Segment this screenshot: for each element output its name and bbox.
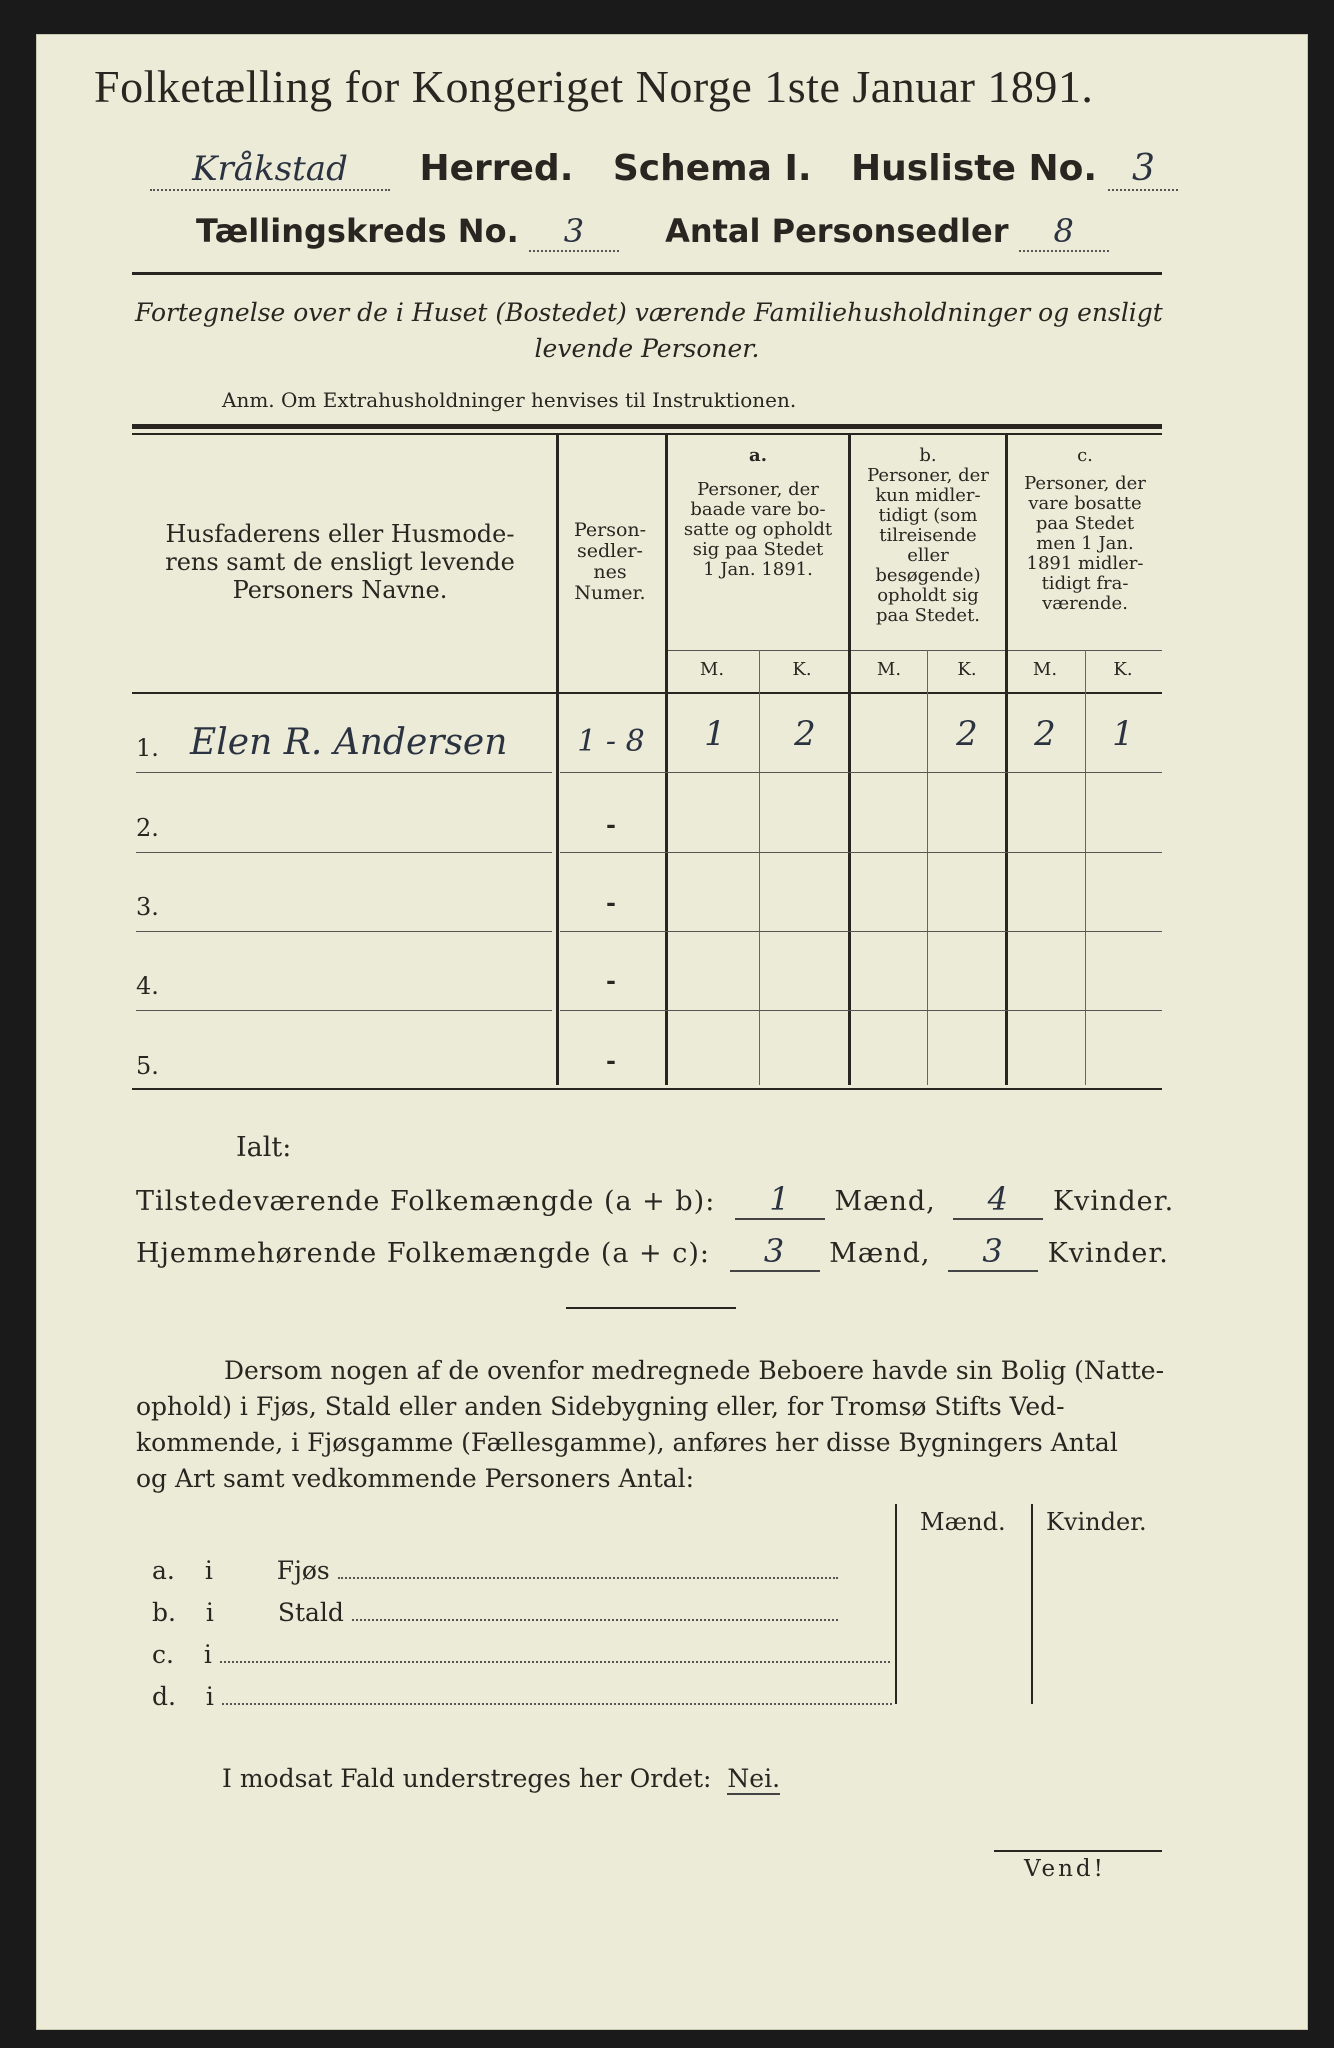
mk-label: M. — [876, 659, 902, 680]
row-number: 4. — [136, 972, 159, 1000]
col-c-line: værende. — [1042, 593, 1128, 614]
table-top-rule — [132, 424, 1162, 429]
col-b-line: eller — [907, 545, 949, 566]
present-women-value: 4 — [953, 1180, 1043, 1220]
col-header-a — [668, 446, 848, 580]
present-women-label: Kvinder. — [1052, 1186, 1175, 1217]
col-b-line: opholdt sig — [877, 585, 979, 606]
resident-women-value: 3 — [948, 1232, 1038, 1272]
col-num-line: nes — [593, 561, 627, 583]
present-label: Tilstedeværende Folkemængde (a + b): — [136, 1186, 716, 1217]
resident-men-value: 3 — [730, 1232, 820, 1272]
building-dots — [352, 1619, 838, 1621]
row-c-m: 2 — [1034, 714, 1056, 754]
col-c-line: men 1 Jan. — [1036, 533, 1134, 554]
col-b-line: Personer, der — [867, 465, 989, 486]
col-header-b — [852, 446, 1004, 626]
kreds-value: 3 — [529, 212, 619, 252]
col-name-line: rens samt de ensligt levende — [165, 548, 515, 576]
mk-label: K. — [957, 659, 977, 680]
building-letter: b. — [152, 1598, 176, 1627]
col-num-line: Numer. — [574, 582, 646, 604]
row-rule — [136, 772, 552, 773]
col-divider — [665, 435, 668, 1085]
building-item — [152, 1682, 892, 1711]
kreds-line — [196, 212, 1109, 252]
buildings-col-men: Mænd. — [920, 1508, 1006, 1536]
building-i: i — [205, 1598, 214, 1627]
present-men-value: 1 — [735, 1180, 825, 1220]
col-num-line: sedler- — [577, 540, 643, 562]
mk-label: K. — [1113, 659, 1133, 680]
row-person-num: - — [606, 888, 616, 917]
antal-value: 8 — [1019, 212, 1109, 252]
building-item — [152, 1556, 838, 1585]
building-dots — [220, 1661, 890, 1663]
buildings-col-women: Kvinder. — [1046, 1508, 1147, 1536]
building-letter: c. — [152, 1640, 174, 1669]
col-a-line: sig paa Stedet — [692, 539, 824, 560]
building-label: Stald — [277, 1598, 344, 1627]
col-b-line: tidigt (som — [878, 505, 978, 526]
row-rule — [136, 1010, 552, 1011]
col-b-line: besøgende) — [875, 565, 981, 586]
row-person-num: - — [606, 966, 616, 995]
col-c-letter: c. — [1077, 445, 1093, 466]
mk-label: M. — [1032, 659, 1058, 680]
row-rule — [136, 852, 552, 853]
row-a-k: 2 — [794, 714, 816, 754]
col-name-line: Personers Navne. — [232, 576, 448, 604]
building-letter: d. — [152, 1682, 176, 1711]
buildings-para-2: ophold) i Fjøs, Stald eller anden Sidebygning eller, for Tromsø Stifts Ved- — [136, 1392, 1065, 1421]
row-person-num: 1 - 8 — [577, 724, 645, 759]
col-a-line: baade vare bo- — [690, 499, 826, 520]
totals-line-1 — [136, 1180, 1174, 1220]
col-header-c — [1008, 446, 1162, 614]
present-men-label: Mænd, — [834, 1186, 936, 1217]
col-a-line: satte og opholdt — [683, 519, 833, 540]
ialt-label: Ialt: — [236, 1132, 292, 1163]
row-rule — [136, 931, 552, 932]
mk-divider — [668, 650, 1162, 651]
vend-label: Vend! — [1024, 1856, 1106, 1882]
col-divider — [848, 435, 851, 1085]
building-item — [152, 1640, 890, 1669]
building-i: i — [204, 1556, 213, 1585]
building-dots — [222, 1703, 892, 1705]
col-b-line: kun midler- — [875, 485, 981, 506]
husliste-label: Husliste No. — [851, 148, 1098, 189]
buildings-para-3: kommende, i Fjøsgamme (Fællesgamme), anføres her disse Bygningers Antal — [136, 1428, 1118, 1457]
col-c-line: 1891 midler- — [1026, 553, 1144, 574]
building-i: i — [203, 1640, 212, 1669]
building-dots — [338, 1577, 838, 1579]
anm-note: Anm. Om Extrahusholdninger henvises til Instruktionen. — [222, 388, 797, 412]
intro-line-1: Fortegnelse over de i Huset (Bostedet) værende Familiehusholdninger og ensligt — [135, 298, 1163, 327]
building-letter: a. — [152, 1556, 175, 1585]
col-b-line: tilreisende — [879, 525, 977, 546]
col-b-line: paa Stedet. — [875, 605, 981, 626]
col-c-line: paa Stedet — [1035, 513, 1135, 534]
buildings-para-4: og Art samt vedkommende Personers Antal: — [136, 1464, 695, 1493]
row-c-k: 1 — [1112, 714, 1134, 754]
col-header-name — [140, 520, 540, 604]
row-a-m: 1 — [704, 714, 726, 754]
building-item — [152, 1598, 838, 1627]
col-divider-thin — [759, 650, 760, 1085]
col-num-line: Person- — [573, 519, 647, 541]
col-c-line: tidigt fra- — [1041, 573, 1129, 594]
col-name-line: Husfaderens eller Husmode- — [165, 520, 515, 548]
row-person-num: - — [606, 810, 616, 839]
row-number: 5. — [136, 1052, 159, 1080]
row-number: 3. — [136, 893, 159, 921]
col-a-letter: a. — [749, 445, 767, 466]
resident-men-label: Mænd, — [829, 1238, 931, 1269]
mk-label: M. — [699, 659, 725, 680]
antal-label: Antal Personsedler — [665, 212, 1009, 250]
totals-line-2 — [136, 1232, 1169, 1272]
row-rule — [560, 1010, 1162, 1011]
intro-line-2: levende Personer. — [534, 334, 760, 363]
col-b-letter: b. — [919, 445, 937, 466]
form-title: Folketælling for Kongeriget Norge 1ste Januar 1891. — [94, 61, 1094, 112]
row-name: Elen R. Andersen — [190, 722, 508, 763]
building-label: Fjøs — [276, 1556, 330, 1585]
herred-value: Kråkstad — [150, 149, 390, 191]
resident-label: Hjemmehørende Folkemængde (a + c): — [136, 1238, 710, 1269]
col-divider — [1005, 435, 1008, 1085]
herred-line — [150, 148, 1178, 191]
table-bottom-rule — [132, 1088, 1162, 1090]
col-divider-thin — [927, 650, 928, 1085]
kreds-label: Tællingskreds No. — [196, 212, 519, 250]
vend-rule — [994, 1850, 1162, 1852]
row-rule — [560, 931, 1162, 932]
modsat-label: I modsat Fald understreges her Ordet: — [222, 1764, 712, 1793]
herred-label: Herred. — [419, 148, 574, 189]
col-a-line: 1 Jan. 1891. — [703, 559, 813, 580]
row-number: 1. — [136, 734, 159, 762]
buildings-divider — [1031, 1504, 1033, 1704]
husliste-value: 3 — [1108, 148, 1178, 191]
col-a-line: Personer, der — [697, 479, 819, 500]
section-divider — [566, 1307, 736, 1309]
modsat-line — [222, 1764, 780, 1793]
resident-women-label: Kvinder. — [1047, 1238, 1169, 1269]
schema-label: Schema I. — [612, 148, 812, 189]
row-person-num: - — [606, 1046, 616, 1075]
buildings-divider — [895, 1504, 897, 1704]
row-rule — [560, 852, 1162, 853]
header-divider — [132, 272, 1162, 275]
nei-word: Nei. — [727, 1764, 781, 1793]
col-c-line: vare bosatte — [1028, 493, 1142, 514]
row-b-k: 2 — [956, 714, 978, 754]
row-number: 2. — [136, 814, 159, 842]
col-header-num — [558, 520, 662, 604]
row-rule — [560, 772, 1162, 773]
building-i: i — [205, 1682, 214, 1711]
buildings-para-1: Dersom nogen af de ovenfor medregnede Beboere havde sin Bolig (Natte- — [224, 1356, 1165, 1385]
col-c-line: Personer, der — [1024, 473, 1146, 494]
mk-label: K. — [792, 659, 812, 680]
